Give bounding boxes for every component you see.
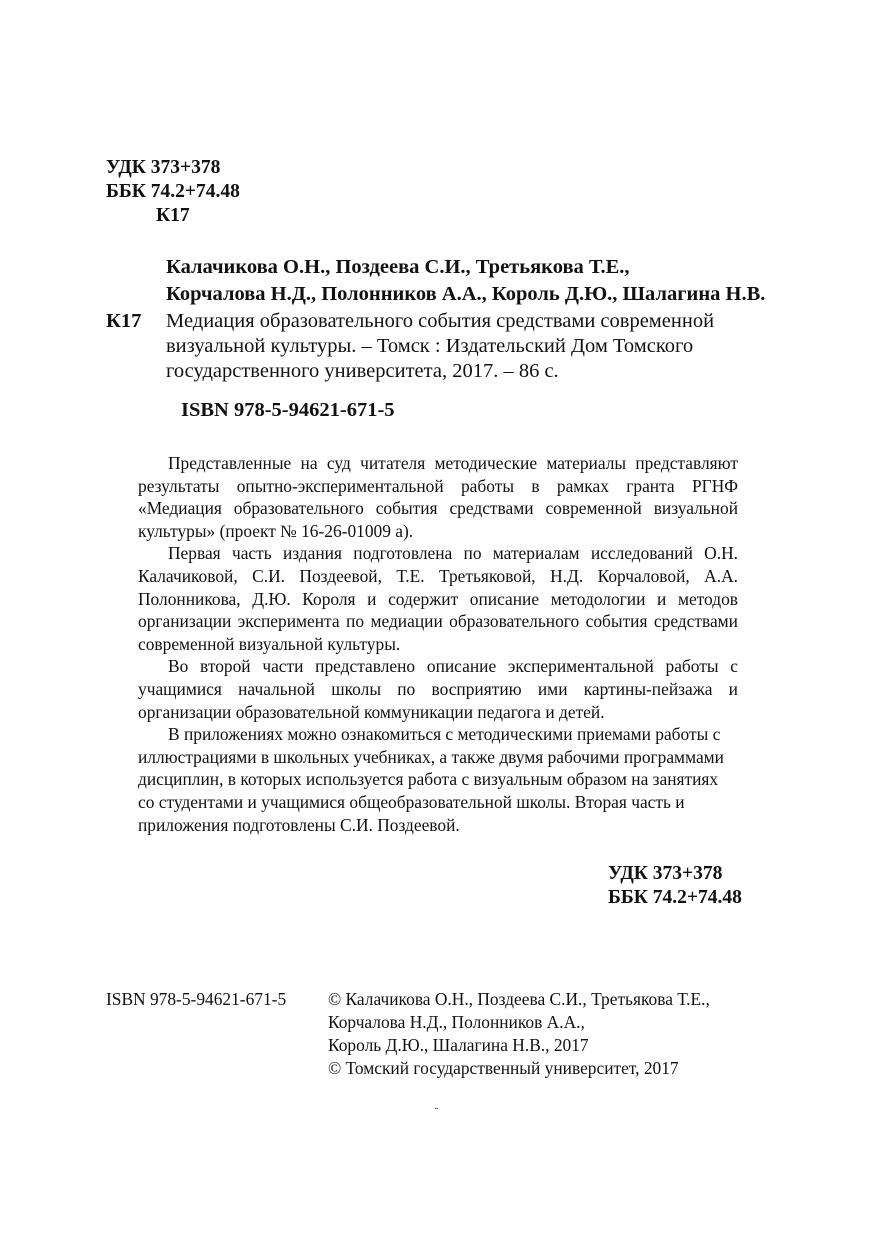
copyright-line-3: Король Д.Ю., Шалагина Н.В., 2017 [328,1035,589,1055]
copyright-line-4: © Томский государственный университет, 2017 [328,1058,679,1078]
bottom-bbk-code: ББК 74.2+74.48 [608,887,742,908]
annotation-paragraph: Во второй части представлено описание экспериментальной работы с учащимися начальной школы по восприятию ими картины-пейзажа и организации образовательной коммуникации педагога и детей. [138,656,738,722]
authors-line-2: Корчалова Н.Д., Полонников А.А., Король Д.Ю., Шалагина Н.В. [166,283,766,305]
bottom-udk-code: УДК 373+378 [608,863,723,884]
title-line-3: государственного университета, 2017. – 86 с. [166,360,559,382]
annotation-paragraph: Представленные на суд читателя методические материалы представляют результаты опытно-экспериментальной работы в рамках гранта РГНФ «Медиация образовательного события средствами современной визуальной культуры» (проект № 16-26-01009 а). [138,453,738,541]
annotation [138,452,738,836]
annotation-paragraph: Первая часть издания подготовлена по материалам исследований О.Н. Калачиковой, С.И. Поздеевой, Т.Е. Третьяковой, Н.Д. Корчаловой, А.А. Полонникова, Д.Ю. Короля и содержит описание методологии и методов организации эксперимента по медиации образовательного события средствами современной визуальной культуры. [138,543,738,654]
udk-code: УДК 373+378 [106,157,221,178]
author-mark: К17 [156,205,190,226]
title-line-1: Медиация образовательного события средствами современной [166,310,715,332]
page-mark [435,1108,438,1109]
copyright-isbn: ISBN 978-5-94621-671-5 [106,989,287,1009]
entry-mark: К17 [106,310,142,332]
annotation-paragraph: В приложениях можно ознакомиться с методическими приемами работы с иллюстрациями в школьных учебниках, а также двумя рабочими программами дисциплин, в которых используется работа с визуальным образом на занятиях со студентами и учащимися общеобразовательной школы. Вторая часть и приложения подготовлены С.И. Поздеевой. [138,724,724,835]
copyright-line-2: Корчалова Н.Д., Полонников А.А., [328,1012,585,1032]
title-line-2: визуальной культуры. – Томск : Издательский Дом Томского [166,335,694,357]
copyright-line-1: © Калачикова О.Н., Поздеева С.И., Третьякова Т.Е., [328,989,710,1009]
bbk-code: ББК 74.2+74.48 [106,181,240,202]
authors-line-1: Калачикова О.Н., Поздеева С.И., Третьякова Т.Е., [166,256,630,278]
entry-isbn: ISBN 978-5-94621-671-5 [181,399,395,421]
